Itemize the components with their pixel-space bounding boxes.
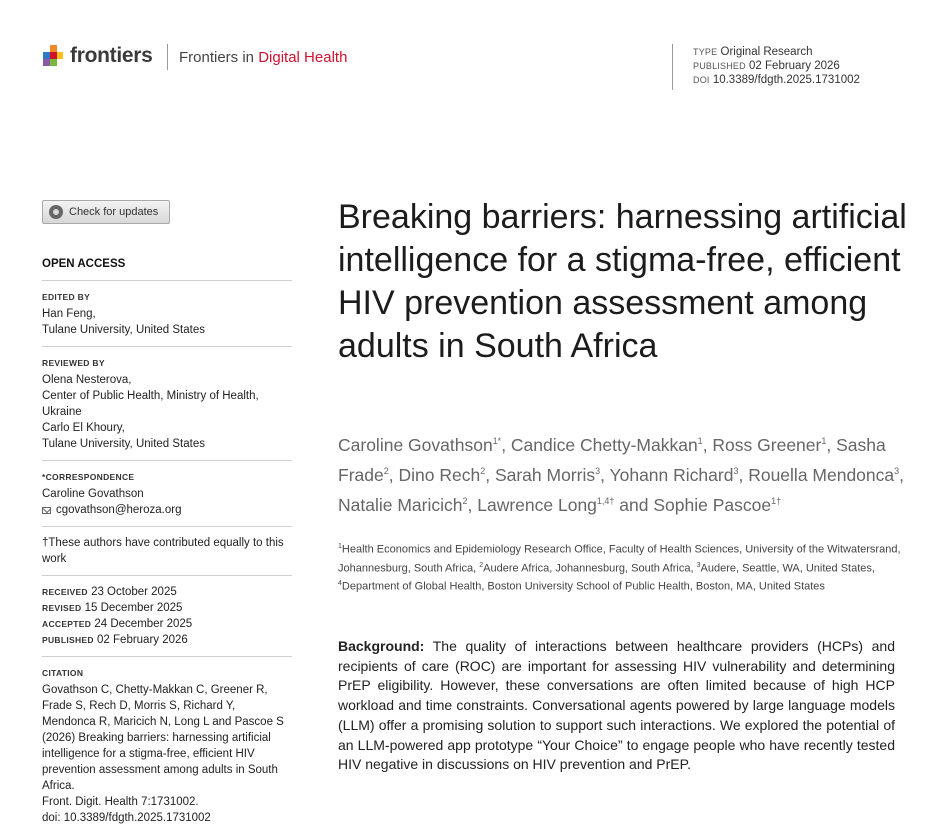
sidebar-divider: [42, 460, 292, 461]
affiliation-marker: 1: [338, 543, 342, 550]
published-value: 02 February 2026: [749, 60, 840, 72]
affiliation-marker: 2: [479, 561, 484, 569]
article-sidebar: [42, 200, 292, 826]
author-name[interactable]: Dino Rech: [398, 464, 481, 485]
sidebar-divider: [42, 280, 292, 281]
author-separator: ,: [702, 434, 713, 455]
doi-value[interactable]: 10.3389/fdgth.2025.1731002: [712, 74, 860, 86]
author-name[interactable]: Natalie Maricich: [338, 494, 463, 515]
reviewer-name: Carlo El Khoury,: [42, 422, 125, 434]
sidebar-divider: [42, 346, 292, 347]
published-date-label: PUBLISHED: [42, 635, 94, 645]
author-affiliation-marker: 1: [697, 436, 703, 446]
frontiers-logo-text: frontiers: [70, 44, 153, 67]
reviewer-name: Olena Nesterova,: [42, 374, 132, 386]
check-updates-button[interactable]: [42, 200, 170, 224]
affiliation-text: Department of Global Health, Boston University School of Public Health, Boston, MA, United States: [341, 580, 825, 593]
sidebar-divider: [42, 575, 292, 576]
type-label: TYPE: [693, 47, 718, 57]
author-affiliation-marker: 3: [733, 465, 739, 476]
equal-contribution-note: †These authors have contributed equally to this work: [42, 537, 284, 565]
author-affiliation-marker: 3: [894, 465, 900, 476]
author-separator: ,: [467, 494, 478, 515]
editor-affiliation: Tulane University, United States: [42, 324, 205, 336]
author-name[interactable]: Sasha Frade: [338, 434, 886, 485]
author-separator: ,: [501, 434, 511, 455]
frontiers-logo-icon: [42, 45, 64, 67]
check-updates-label: Check for updates: [69, 206, 159, 218]
affiliation-text: Audere, Seattle, WA, United States,: [700, 562, 875, 575]
author-separator: ,: [485, 464, 495, 485]
received-label: RECEIVED: [42, 587, 88, 597]
edited-by-label: EDITED BY: [42, 292, 91, 302]
affiliation-text: Audere Africa, Johannesburg, South Africa,: [483, 562, 697, 575]
journal-prefix: Frontiers in: [179, 49, 259, 66]
author-list: [338, 428, 908, 517]
author-affiliation-marker: 1: [821, 436, 827, 446]
author-affiliation-marker: 1†: [771, 495, 782, 506]
citation-doi[interactable]: doi: 10.3389/fdgth.2025.1731002: [42, 812, 211, 824]
check-updates-icon: [49, 205, 63, 219]
affiliations: [338, 539, 908, 595]
author-name[interactable]: Candice Chetty-Makkan: [510, 434, 698, 455]
accepted-value: 24 December 2025: [94, 618, 193, 630]
author-separator: ,: [738, 464, 749, 485]
abstract-text: The quality of interactions between healthcare providers (HCPs) and recipients of care (ROC) are important for assessing HIV vulnerability and determining PrEP eligibility. However, these conversations are often limited because of high HCP workload and time constraints. Conversational agents powered by large language models (LLM) offer a promising solution to support such interactions. We explored the potential of an LLM-powered app prototype “Your Choice” to engage people who have recently tested HIV negative in discussions on HIV prevention and PrEP.: [338, 638, 895, 773]
email-address[interactable]: cgovathson@heroza.org: [56, 504, 182, 516]
author-name[interactable]: Yohann Richard: [609, 464, 734, 485]
header-divider: [167, 44, 168, 70]
sidebar-divider: [42, 656, 292, 657]
correspondence-section: [42, 469, 292, 518]
revised-value: 15 December 2025: [84, 602, 183, 614]
author-separator: ,: [388, 464, 399, 485]
open-access-label: OPEN ACCESS: [42, 258, 126, 270]
edited-by-section: [42, 289, 292, 338]
author-affiliation-marker: 2: [462, 495, 468, 506]
received-value: 23 October 2025: [91, 586, 177, 598]
frontiers-logo[interactable]: [42, 44, 152, 68]
journal-name[interactable]: [179, 49, 347, 66]
author-separator: ,: [899, 464, 905, 485]
sidebar-divider: [42, 526, 292, 527]
citation-label: CITATION: [42, 668, 84, 678]
mail-icon: [42, 507, 51, 514]
journal-accent: Digital Health: [258, 49, 348, 66]
correspondence-label: *CORRESPONDENCE: [42, 472, 135, 482]
affiliation-marker: 3: [696, 561, 701, 569]
citation-section: [42, 665, 292, 826]
article-title: Breaking barriers: harnessing artificial intelligence for a stigma-free, efficient HIV prevention assessment among adults in South Africa: [338, 198, 907, 365]
doi-label: DOI: [693, 75, 710, 85]
article-meta: [693, 45, 860, 87]
author-affiliation-marker: 2: [480, 465, 486, 476]
accepted-label: ACCEPTED: [42, 619, 92, 629]
author-separator: ,: [826, 434, 837, 455]
author-name[interactable]: Sophie Pascoe: [653, 494, 772, 515]
revised-label: REVISED: [42, 603, 82, 613]
reviewer-affiliation: Tulane University, United States: [42, 438, 205, 450]
affiliation-marker: 4: [338, 580, 342, 588]
reviewed-by-label: REVIEWED BY: [42, 358, 105, 368]
reviewed-by-section: [42, 355, 292, 452]
author-affiliation-marker: 2: [383, 465, 389, 476]
published-label: PUBLISHED: [693, 61, 746, 71]
abstract-label: Background:: [338, 638, 425, 654]
reviewer-affiliation: Center of Public Health, Ministry of Health, Ukraine: [42, 390, 259, 418]
editor-name: Han Feng,: [42, 308, 96, 320]
author-affiliation-marker: 3: [595, 465, 601, 476]
correspondence-email[interactable]: [42, 502, 292, 518]
correspondence-name: Caroline Govathson: [42, 488, 144, 500]
citation-journal: Front. Digit. Health 7:1731002.: [42, 796, 199, 808]
page-header: [0, 0, 931, 110]
author-separator: ,: [600, 464, 610, 485]
dates-section: [42, 584, 292, 648]
author-name[interactable]: Ross Greener: [712, 434, 822, 455]
author-affiliation-marker: 1*: [492, 436, 502, 446]
author-separator: and: [614, 494, 654, 515]
abstract: [338, 637, 895, 775]
type-value: Original Research: [720, 46, 813, 58]
published-date-value: 02 February 2026: [97, 634, 188, 646]
citation-text: Govathson C, Chetty-Makkan C, Greener R, Frade S, Rech D, Morris S, Richard Y, Mendonca R, Maricich N, Long L and Pascoe S (2026) Breaking barriers: harnessing artificial intelligence for a stigma-free, efficient HIV prevention assessment among adults in South Africa.: [42, 684, 284, 792]
author-affiliation-marker: 1,4†: [596, 495, 615, 506]
author-name[interactable]: Lawrence Long: [477, 494, 597, 515]
author-name[interactable]: Rouella Mendonca: [748, 464, 895, 485]
affiliation-text: Health Economics and Epidemiology Research Office, Faculty of Health Sciences, University of the Witwatersrand, Johannesburg, South Africa,: [338, 543, 901, 575]
author-name[interactable]: Caroline Govathson: [338, 434, 493, 455]
author-name[interactable]: Sarah Morris: [494, 464, 596, 485]
meta-divider: [672, 44, 673, 90]
